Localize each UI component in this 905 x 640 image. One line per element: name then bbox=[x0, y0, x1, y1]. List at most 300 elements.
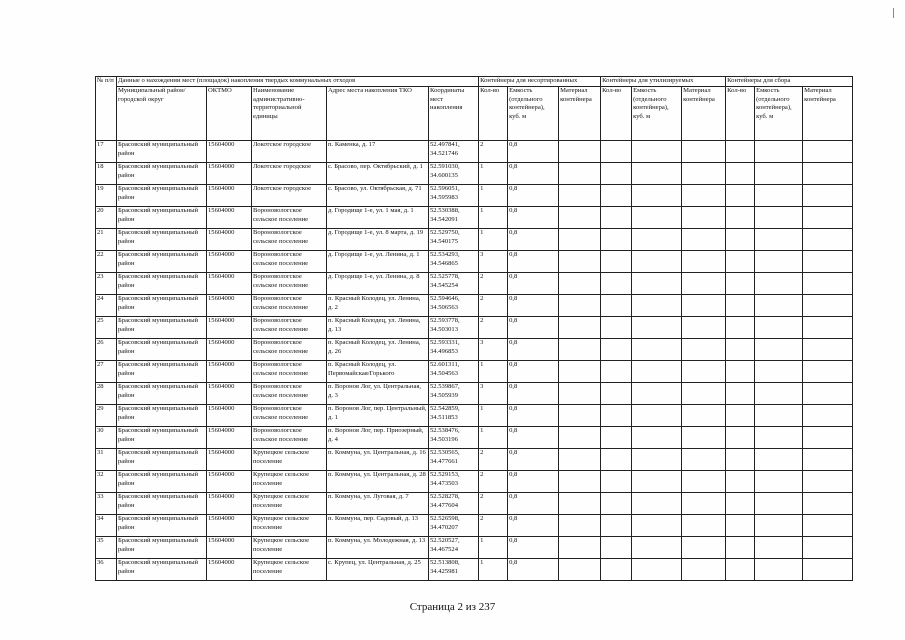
capacity-cell: 0,8 bbox=[508, 251, 559, 273]
empty-cell bbox=[632, 515, 682, 537]
address-cell: п. Красный Колодец, ул. Ленина, д. 26 bbox=[327, 339, 429, 361]
row-number: 33 bbox=[96, 493, 117, 515]
col-header-num: № п/п bbox=[96, 77, 117, 141]
table-row bbox=[96, 471, 853, 493]
empty-cell bbox=[726, 383, 755, 405]
empty-cell bbox=[601, 163, 632, 185]
capacity-cell: 0,8 bbox=[508, 405, 559, 427]
empty-cell bbox=[803, 251, 853, 273]
district-cell: Брасовский муниципальный район bbox=[117, 163, 207, 185]
empty-cell bbox=[682, 295, 726, 317]
capacity-cell: 0,8 bbox=[508, 317, 559, 339]
coords-cell: 52.529750, 34.540175 bbox=[429, 229, 479, 251]
admin-unit-cell: Вороновологское сельское поселение bbox=[252, 383, 327, 405]
empty-cell bbox=[726, 141, 755, 163]
table-row bbox=[96, 273, 853, 295]
address-cell: с. Брасово, пер. Октябрьский, д. 1 bbox=[327, 163, 429, 185]
empty-cell bbox=[559, 405, 601, 427]
admin-unit-cell: Вороновологское сельское поселение bbox=[252, 317, 327, 339]
row-number: 29 bbox=[96, 405, 117, 427]
col-header-address: Адрес места накопления ТКО bbox=[327, 87, 429, 141]
district-cell: Брасовский муниципальный район bbox=[117, 317, 207, 339]
empty-cell bbox=[755, 515, 803, 537]
empty-cell bbox=[726, 229, 755, 251]
address-cell: п. Красный Колодец, ул. Ленина, д. 2 bbox=[327, 295, 429, 317]
address-cell: п. Красный Колодец, ул. Ленина, д. 13 bbox=[327, 317, 429, 339]
qty-cell: 2 bbox=[479, 449, 508, 471]
qty-cell: 2 bbox=[479, 295, 508, 317]
address-cell: д. Городище 1-е, ул. 1 мая, д. 1 bbox=[327, 207, 429, 229]
admin-unit-cell: Вороновологское сельское поселение bbox=[252, 273, 327, 295]
oktmo-cell: 15604000 bbox=[207, 361, 252, 383]
empty-cell bbox=[682, 185, 726, 207]
admin-unit-cell: Крупецкое сельское поселение bbox=[252, 515, 327, 537]
empty-cell bbox=[803, 427, 853, 449]
admin-unit-cell: Вороновологское сельское поселение bbox=[252, 229, 327, 251]
col-group-collect: Контейнеры для сбора bbox=[726, 77, 853, 87]
empty-cell bbox=[559, 251, 601, 273]
empty-cell bbox=[632, 471, 682, 493]
empty-cell bbox=[559, 471, 601, 493]
coords-cell: 52.529153, 34.473503 bbox=[429, 471, 479, 493]
empty-cell bbox=[559, 273, 601, 295]
col-header-district: Муниципальный район/городской округ bbox=[117, 87, 207, 141]
district-cell: Брасовский муниципальный район bbox=[117, 185, 207, 207]
address-cell: д. Городище 1-е, ул. 8 марта, д. 19 bbox=[327, 229, 429, 251]
empty-cell bbox=[632, 229, 682, 251]
address-cell: д. Городище 1-е, ул. Ленина, д. 1 bbox=[327, 251, 429, 273]
empty-cell bbox=[682, 405, 726, 427]
table-row bbox=[96, 427, 853, 449]
qty-cell: 2 bbox=[479, 493, 508, 515]
empty-cell bbox=[601, 273, 632, 295]
oktmo-cell: 15604000 bbox=[207, 229, 252, 251]
oktmo-cell: 15604000 bbox=[207, 339, 252, 361]
district-cell: Брасовский муниципальный район bbox=[117, 515, 207, 537]
col-group-location: Данные о нахождении мест (площадок) накопления твердых коммунальных отходов bbox=[117, 77, 479, 87]
empty-cell bbox=[601, 295, 632, 317]
qty-cell: 3 bbox=[479, 339, 508, 361]
empty-cell bbox=[803, 493, 853, 515]
admin-unit-cell: Крупецкое сельское поселение bbox=[252, 449, 327, 471]
admin-unit-cell: Локотское городское bbox=[252, 163, 327, 185]
coords-cell: 52.534293, 34.546865 bbox=[429, 251, 479, 273]
col-header-capacity: Емкость (отдельного контейнера), куб. м bbox=[755, 87, 803, 141]
qty-cell: 1 bbox=[479, 405, 508, 427]
row-number: 20 bbox=[96, 207, 117, 229]
admin-unit-cell: Вороновологское сельское поселение bbox=[252, 405, 327, 427]
empty-cell bbox=[632, 339, 682, 361]
table-row bbox=[96, 559, 853, 581]
table-row bbox=[96, 317, 853, 339]
district-cell: Брасовский муниципальный район bbox=[117, 449, 207, 471]
row-number: 19 bbox=[96, 185, 117, 207]
empty-cell bbox=[755, 207, 803, 229]
empty-cell bbox=[726, 185, 755, 207]
oktmo-cell: 15604000 bbox=[207, 471, 252, 493]
capacity-cell: 0,8 bbox=[508, 361, 559, 383]
address-cell: п. Коммуна, ул. Луговая, д. 7 bbox=[327, 493, 429, 515]
coords-cell: 52.596051, 34.595983 bbox=[429, 185, 479, 207]
capacity-cell: 0,8 bbox=[508, 383, 559, 405]
row-number: 35 bbox=[96, 537, 117, 559]
oktmo-cell: 15604000 bbox=[207, 163, 252, 185]
coords-cell: 52.593778, 34.503013 bbox=[429, 317, 479, 339]
empty-cell bbox=[726, 493, 755, 515]
col-header-material: Материал контейнера bbox=[559, 87, 601, 141]
empty-cell bbox=[726, 295, 755, 317]
oktmo-cell: 15604000 bbox=[207, 317, 252, 339]
district-cell: Брасовский муниципальный район bbox=[117, 273, 207, 295]
oktmo-cell: 15604000 bbox=[207, 493, 252, 515]
qty-cell: 3 bbox=[479, 251, 508, 273]
empty-cell bbox=[726, 515, 755, 537]
coords-cell: 52.539867, 34.505939 bbox=[429, 383, 479, 405]
oktmo-cell: 15604000 bbox=[207, 559, 252, 581]
empty-cell bbox=[803, 185, 853, 207]
oktmo-cell: 15604000 bbox=[207, 427, 252, 449]
oktmo-cell: 15604000 bbox=[207, 405, 252, 427]
empty-cell bbox=[559, 295, 601, 317]
table-row bbox=[96, 229, 853, 251]
row-number: 22 bbox=[96, 251, 117, 273]
empty-cell bbox=[601, 317, 632, 339]
col-header-oktmo: ОКТМО bbox=[207, 87, 252, 141]
empty-cell bbox=[632, 185, 682, 207]
district-cell: Брасовский муниципальный район bbox=[117, 471, 207, 493]
empty-cell bbox=[682, 229, 726, 251]
empty-cell bbox=[601, 383, 632, 405]
empty-cell bbox=[755, 229, 803, 251]
empty-cell bbox=[682, 537, 726, 559]
qty-cell: 1 bbox=[479, 163, 508, 185]
empty-cell bbox=[755, 537, 803, 559]
qty-cell: 1 bbox=[479, 361, 508, 383]
row-number: 34 bbox=[96, 515, 117, 537]
coords-cell: 52.542859, 34.511853 bbox=[429, 405, 479, 427]
empty-cell bbox=[559, 317, 601, 339]
table-row bbox=[96, 537, 853, 559]
empty-cell bbox=[559, 515, 601, 537]
address-cell: п. Воронов Лог, пер. Приозерный, д. 4 bbox=[327, 427, 429, 449]
empty-cell bbox=[682, 493, 726, 515]
qty-cell: 3 bbox=[479, 383, 508, 405]
header-row-sub bbox=[96, 87, 853, 141]
registry-table bbox=[95, 76, 853, 581]
district-cell: Брасовский муниципальный район bbox=[117, 207, 207, 229]
admin-unit-cell: Локотское городское bbox=[252, 185, 327, 207]
table-row bbox=[96, 449, 853, 471]
col-header-qty: Кол-во bbox=[601, 87, 632, 141]
admin-unit-cell: Вороновологское сельское поселение bbox=[252, 361, 327, 383]
capacity-cell: 0,8 bbox=[508, 141, 559, 163]
oktmo-cell: 15604000 bbox=[207, 273, 252, 295]
admin-unit-cell: Вороновологское сельское поселение bbox=[252, 339, 327, 361]
district-cell: Брасовский муниципальный район bbox=[117, 559, 207, 581]
row-number: 23 bbox=[96, 273, 117, 295]
oktmo-cell: 15604000 bbox=[207, 383, 252, 405]
row-number: 32 bbox=[96, 471, 117, 493]
coords-cell: 52.497841, 34.521746 bbox=[429, 141, 479, 163]
empty-cell bbox=[632, 251, 682, 273]
empty-cell bbox=[803, 207, 853, 229]
empty-cell bbox=[755, 427, 803, 449]
address-cell: п. Красный Колодец, ул. Первомайская/Горького bbox=[327, 361, 429, 383]
capacity-cell: 0,8 bbox=[508, 537, 559, 559]
table-row bbox=[96, 163, 853, 185]
admin-unit-cell: Вороновологское сельское поселение bbox=[252, 427, 327, 449]
district-cell: Брасовский муниципальный район bbox=[117, 251, 207, 273]
empty-cell bbox=[559, 449, 601, 471]
district-cell: Брасовский муниципальный район bbox=[117, 427, 207, 449]
capacity-cell: 0,8 bbox=[508, 295, 559, 317]
empty-cell bbox=[601, 207, 632, 229]
empty-cell bbox=[559, 163, 601, 185]
empty-cell bbox=[726, 273, 755, 295]
row-number: 28 bbox=[96, 383, 117, 405]
table-row bbox=[96, 295, 853, 317]
qty-cell: 2 bbox=[479, 317, 508, 339]
table-row bbox=[96, 339, 853, 361]
oktmo-cell: 15604000 bbox=[207, 449, 252, 471]
district-cell: Брасовский муниципальный район bbox=[117, 383, 207, 405]
admin-unit-cell: Вороновологское сельское поселение bbox=[252, 295, 327, 317]
table-body bbox=[96, 141, 853, 581]
district-cell: Брасовский муниципальный район bbox=[117, 295, 207, 317]
district-cell: Брасовский муниципальный район bbox=[117, 537, 207, 559]
coords-cell: 52.530565, 34.477661 bbox=[429, 449, 479, 471]
admin-unit-cell: Крупецкое сельское поселение bbox=[252, 537, 327, 559]
empty-cell bbox=[726, 449, 755, 471]
capacity-cell: 0,8 bbox=[508, 471, 559, 493]
col-header-material: Материал контейнера bbox=[682, 87, 726, 141]
capacity-cell: 0,8 bbox=[508, 229, 559, 251]
empty-cell bbox=[559, 141, 601, 163]
capacity-cell: 0,8 bbox=[508, 427, 559, 449]
empty-cell bbox=[601, 229, 632, 251]
row-number: 18 bbox=[96, 163, 117, 185]
empty-cell bbox=[803, 405, 853, 427]
empty-cell bbox=[632, 317, 682, 339]
empty-cell bbox=[803, 361, 853, 383]
empty-cell bbox=[559, 229, 601, 251]
row-number: 26 bbox=[96, 339, 117, 361]
empty-cell bbox=[632, 559, 682, 581]
coords-cell: 52.538476, 34.503196 bbox=[429, 427, 479, 449]
oktmo-cell: 15604000 bbox=[207, 515, 252, 537]
col-header-capacity: Емкость (отдельного контейнера), куб. м bbox=[632, 87, 682, 141]
col-header-qty: Кол-во bbox=[726, 87, 755, 141]
empty-cell bbox=[601, 339, 632, 361]
address-cell: д. Городище 1-е, ул. Ленина, д. 8 bbox=[327, 273, 429, 295]
admin-unit-cell: Крупецкое сельское поселение bbox=[252, 493, 327, 515]
empty-cell bbox=[755, 163, 803, 185]
coords-cell: 52.513808, 34.425981 bbox=[429, 559, 479, 581]
row-number: 31 bbox=[96, 449, 117, 471]
table-row bbox=[96, 251, 853, 273]
empty-cell bbox=[632, 141, 682, 163]
empty-cell bbox=[726, 471, 755, 493]
empty-cell bbox=[803, 537, 853, 559]
empty-cell bbox=[632, 383, 682, 405]
capacity-cell: 0,8 bbox=[508, 449, 559, 471]
capacity-cell: 0,8 bbox=[508, 559, 559, 581]
empty-cell bbox=[559, 185, 601, 207]
oktmo-cell: 15604000 bbox=[207, 141, 252, 163]
empty-cell bbox=[755, 493, 803, 515]
empty-cell bbox=[755, 383, 803, 405]
empty-cell bbox=[559, 427, 601, 449]
empty-cell bbox=[601, 559, 632, 581]
capacity-cell: 0,8 bbox=[508, 339, 559, 361]
qty-cell: 2 bbox=[479, 471, 508, 493]
coords-cell: 52.591030, 34.600135 bbox=[429, 163, 479, 185]
qty-cell: 1 bbox=[479, 537, 508, 559]
empty-cell bbox=[682, 559, 726, 581]
empty-cell bbox=[632, 295, 682, 317]
qty-cell: 1 bbox=[479, 185, 508, 207]
district-cell: Брасовский муниципальный район bbox=[117, 229, 207, 251]
empty-cell bbox=[755, 141, 803, 163]
qty-cell: 2 bbox=[479, 515, 508, 537]
coords-cell: 52.593331, 34.496853 bbox=[429, 339, 479, 361]
empty-cell bbox=[755, 361, 803, 383]
empty-cell bbox=[803, 141, 853, 163]
empty-cell bbox=[601, 141, 632, 163]
empty-cell bbox=[632, 361, 682, 383]
empty-cell bbox=[755, 251, 803, 273]
address-cell: п. Воронов Лог, ул. Центральная, д. 3 bbox=[327, 383, 429, 405]
empty-cell bbox=[559, 493, 601, 515]
col-header-admin: Наименование административно-территориальной единицы bbox=[252, 87, 327, 141]
table-row bbox=[96, 493, 853, 515]
empty-cell bbox=[682, 163, 726, 185]
row-number: 21 bbox=[96, 229, 117, 251]
capacity-cell: 0,8 bbox=[508, 207, 559, 229]
admin-unit-cell: Вороновологское сельское поселение bbox=[252, 207, 327, 229]
qty-cell: 1 bbox=[479, 229, 508, 251]
empty-cell bbox=[682, 449, 726, 471]
empty-cell bbox=[755, 449, 803, 471]
empty-cell bbox=[803, 559, 853, 581]
empty-cell bbox=[803, 383, 853, 405]
col-header-material: Материал контейнера bbox=[803, 87, 853, 141]
empty-cell bbox=[559, 537, 601, 559]
table-row bbox=[96, 405, 853, 427]
empty-cell bbox=[601, 427, 632, 449]
admin-unit-cell: Крупецкое сельское поселение bbox=[252, 559, 327, 581]
row-number: 17 bbox=[96, 141, 117, 163]
empty-cell bbox=[755, 295, 803, 317]
col-header-coords: Координаты мест накопления bbox=[429, 87, 479, 141]
capacity-cell: 0,8 bbox=[508, 185, 559, 207]
table-row bbox=[96, 383, 853, 405]
empty-cell bbox=[559, 207, 601, 229]
coords-cell: 52.525778, 34.545254 bbox=[429, 273, 479, 295]
district-cell: Брасовский муниципальный район bbox=[117, 339, 207, 361]
coords-cell: 52.528278, 34.477604 bbox=[429, 493, 479, 515]
empty-cell bbox=[726, 339, 755, 361]
coords-cell: 52.526598, 34.470207 bbox=[429, 515, 479, 537]
empty-cell bbox=[601, 405, 632, 427]
coords-cell: 52.530388, 34.542091 bbox=[429, 207, 479, 229]
table-row bbox=[96, 515, 853, 537]
empty-cell bbox=[601, 493, 632, 515]
qty-cell: 1 bbox=[479, 559, 508, 581]
row-number: 36 bbox=[96, 559, 117, 581]
empty-cell bbox=[682, 339, 726, 361]
empty-cell bbox=[803, 449, 853, 471]
district-cell: Брасовский муниципальный район bbox=[117, 361, 207, 383]
address-cell: с. Брасово, ул. Октябрьская, д. 71 bbox=[327, 185, 429, 207]
empty-cell bbox=[726, 361, 755, 383]
page-number: Страница 2 из 237 bbox=[409, 601, 496, 613]
qty-cell: 2 bbox=[479, 273, 508, 295]
qty-cell: 1 bbox=[479, 427, 508, 449]
capacity-cell: 0,8 bbox=[508, 515, 559, 537]
empty-cell bbox=[601, 449, 632, 471]
empty-cell bbox=[726, 317, 755, 339]
empty-cell bbox=[755, 405, 803, 427]
capacity-cell: 0,8 bbox=[508, 273, 559, 295]
oktmo-cell: 15604000 bbox=[207, 295, 252, 317]
address-cell: п. Каменка, д. 17 bbox=[327, 141, 429, 163]
table-row bbox=[96, 185, 853, 207]
coords-cell: 52.520527, 34.467524 bbox=[429, 537, 479, 559]
empty-cell bbox=[726, 537, 755, 559]
address-cell: с. Крупец, ул. Центральная, д. 25 bbox=[327, 559, 429, 581]
empty-cell bbox=[755, 471, 803, 493]
empty-cell bbox=[803, 471, 853, 493]
district-cell: Брасовский муниципальный район bbox=[117, 405, 207, 427]
empty-cell bbox=[755, 559, 803, 581]
table-row bbox=[96, 361, 853, 383]
empty-cell bbox=[601, 471, 632, 493]
empty-cell bbox=[632, 493, 682, 515]
empty-cell bbox=[632, 273, 682, 295]
empty-cell bbox=[682, 251, 726, 273]
empty-cell bbox=[601, 515, 632, 537]
row-number: 27 bbox=[96, 361, 117, 383]
empty-cell bbox=[726, 559, 755, 581]
row-number: 24 bbox=[96, 295, 117, 317]
empty-cell bbox=[803, 317, 853, 339]
district-cell: Брасовский муниципальный район bbox=[117, 141, 207, 163]
empty-cell bbox=[682, 471, 726, 493]
empty-cell bbox=[682, 207, 726, 229]
empty-cell bbox=[682, 141, 726, 163]
table-row bbox=[96, 141, 853, 163]
empty-cell bbox=[726, 251, 755, 273]
empty-cell bbox=[632, 405, 682, 427]
empty-cell bbox=[601, 537, 632, 559]
address-cell: п. Коммуна, пер. Садовый, д. 13 bbox=[327, 515, 429, 537]
empty-cell bbox=[632, 163, 682, 185]
oktmo-cell: 15604000 bbox=[207, 185, 252, 207]
empty-cell bbox=[632, 427, 682, 449]
empty-cell bbox=[682, 383, 726, 405]
empty-cell bbox=[803, 295, 853, 317]
col-group-unsorted: Контейнеры для несортированных bbox=[479, 77, 601, 87]
row-number: 30 bbox=[96, 427, 117, 449]
col-header-capacity: Емкость (отдельного контейнера), куб. м bbox=[508, 87, 559, 141]
admin-unit-cell: Крупецкое сельское поселение bbox=[252, 471, 327, 493]
table-row bbox=[96, 207, 853, 229]
empty-cell bbox=[803, 273, 853, 295]
col-header-qty: Кол-во bbox=[479, 87, 508, 141]
qty-cell: 1 bbox=[479, 207, 508, 229]
district-cell: Брасовский муниципальный район bbox=[117, 493, 207, 515]
